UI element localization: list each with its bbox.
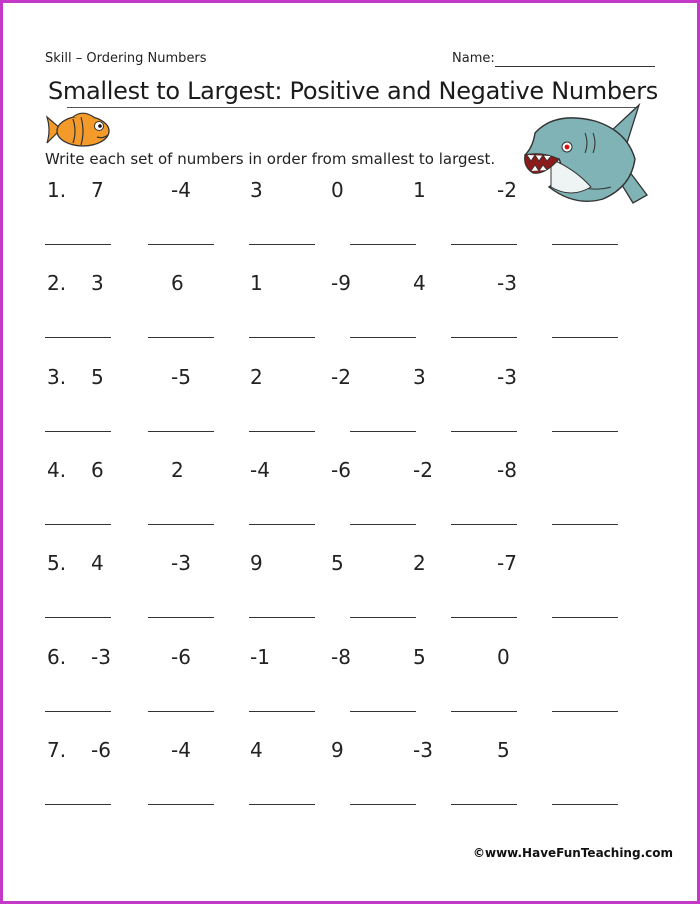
- answer-blank[interactable]: [552, 524, 618, 525]
- number-value: 1: [250, 271, 263, 295]
- answer-blank[interactable]: [350, 711, 416, 712]
- number-value: -6: [331, 458, 351, 482]
- number-value: 2: [250, 365, 263, 389]
- number-value: 6: [171, 271, 184, 295]
- answer-blank[interactable]: [45, 244, 111, 245]
- number-value: 7: [91, 178, 104, 202]
- problem-number: 6.: [47, 645, 67, 669]
- answer-blank[interactable]: [148, 244, 214, 245]
- problem-number: 3.: [47, 365, 67, 389]
- answer-blank[interactable]: [249, 524, 315, 525]
- answer-blank[interactable]: [451, 524, 517, 525]
- answer-blank[interactable]: [249, 431, 315, 432]
- number-value: -4: [171, 738, 191, 762]
- answer-blank[interactable]: [451, 244, 517, 245]
- answer-blank[interactable]: [350, 244, 416, 245]
- number-value: 6: [91, 458, 104, 482]
- number-value: 2: [413, 551, 426, 575]
- number-value: -8: [497, 458, 517, 482]
- number-value: 0: [497, 645, 510, 669]
- problem-number: 7.: [47, 738, 67, 762]
- answer-blank[interactable]: [451, 431, 517, 432]
- answer-blank[interactable]: [451, 617, 517, 618]
- answer-blank[interactable]: [148, 337, 214, 338]
- answer-blank[interactable]: [45, 431, 111, 432]
- number-value: -9: [331, 271, 351, 295]
- answer-blank[interactable]: [45, 524, 111, 525]
- instructions: Write each set of numbers in order from smallest to largest.: [45, 150, 496, 168]
- name-line: [495, 66, 655, 67]
- answer-blank[interactable]: [552, 431, 618, 432]
- problem-number: 2.: [47, 271, 67, 295]
- answer-blank[interactable]: [148, 431, 214, 432]
- number-value: 4: [250, 738, 263, 762]
- answer-blank[interactable]: [552, 244, 618, 245]
- answer-blank[interactable]: [451, 804, 517, 805]
- answer-blank[interactable]: [148, 617, 214, 618]
- number-value: -5: [171, 365, 191, 389]
- number-value: -4: [250, 458, 270, 482]
- number-value: -6: [91, 738, 111, 762]
- name-label: Name:: [452, 51, 495, 66]
- number-value: -7: [497, 551, 517, 575]
- answer-blank[interactable]: [249, 337, 315, 338]
- answer-blank[interactable]: [451, 337, 517, 338]
- answer-blank[interactable]: [249, 804, 315, 805]
- answer-blank[interactable]: [451, 711, 517, 712]
- number-value: 3: [413, 365, 426, 389]
- answer-blank[interactable]: [249, 711, 315, 712]
- number-value: -4: [171, 178, 191, 202]
- answer-blank[interactable]: [148, 524, 214, 525]
- skill-label: Skill – Ordering Numbers: [45, 51, 207, 66]
- number-value: -3: [497, 271, 517, 295]
- answer-blank[interactable]: [249, 244, 315, 245]
- number-value: 1: [413, 178, 426, 202]
- number-value: -2: [413, 458, 433, 482]
- number-value: 9: [250, 551, 263, 575]
- answer-blank[interactable]: [148, 804, 214, 805]
- number-value: 0: [331, 178, 344, 202]
- number-value: -3: [91, 645, 111, 669]
- answer-blank[interactable]: [45, 337, 111, 338]
- number-value: 3: [250, 178, 263, 202]
- shark-icon: [515, 103, 650, 215]
- answer-blank[interactable]: [249, 617, 315, 618]
- problem-number: 4.: [47, 458, 67, 482]
- number-value: 2: [171, 458, 184, 482]
- number-value: -3: [171, 551, 191, 575]
- number-value: 9: [331, 738, 344, 762]
- answer-blank[interactable]: [45, 804, 111, 805]
- number-value: 4: [413, 271, 426, 295]
- answer-blank[interactable]: [552, 711, 618, 712]
- number-value: 5: [331, 551, 344, 575]
- number-value: 3: [91, 271, 104, 295]
- number-value: 5: [497, 738, 510, 762]
- answer-blank[interactable]: [350, 524, 416, 525]
- problem-number: 1.: [47, 178, 67, 202]
- number-value: -2: [331, 365, 351, 389]
- answer-blank[interactable]: [45, 617, 111, 618]
- number-value: -8: [331, 645, 351, 669]
- number-value: 4: [91, 551, 104, 575]
- problem-number: 5.: [47, 551, 67, 575]
- page-title: Smallest to Largest: Positive and Negative Numbers: [47, 77, 659, 105]
- answer-blank[interactable]: [148, 711, 214, 712]
- number-value: 5: [413, 645, 426, 669]
- answer-blank[interactable]: [350, 431, 416, 432]
- answer-blank[interactable]: [552, 804, 618, 805]
- number-value: 5: [91, 365, 104, 389]
- answer-blank[interactable]: [350, 617, 416, 618]
- number-value: -6: [171, 645, 191, 669]
- number-value: -1: [250, 645, 270, 669]
- number-value: -3: [413, 738, 433, 762]
- answer-blank[interactable]: [552, 617, 618, 618]
- answer-blank[interactable]: [350, 337, 416, 338]
- orange-fish-icon: [43, 111, 113, 151]
- answer-blank[interactable]: [552, 337, 618, 338]
- answer-blank[interactable]: [45, 711, 111, 712]
- number-value: -2: [497, 178, 517, 202]
- copyright: ©www.HaveFunTeaching.com: [473, 846, 673, 860]
- answer-blank[interactable]: [350, 804, 416, 805]
- number-value: -3: [497, 365, 517, 389]
